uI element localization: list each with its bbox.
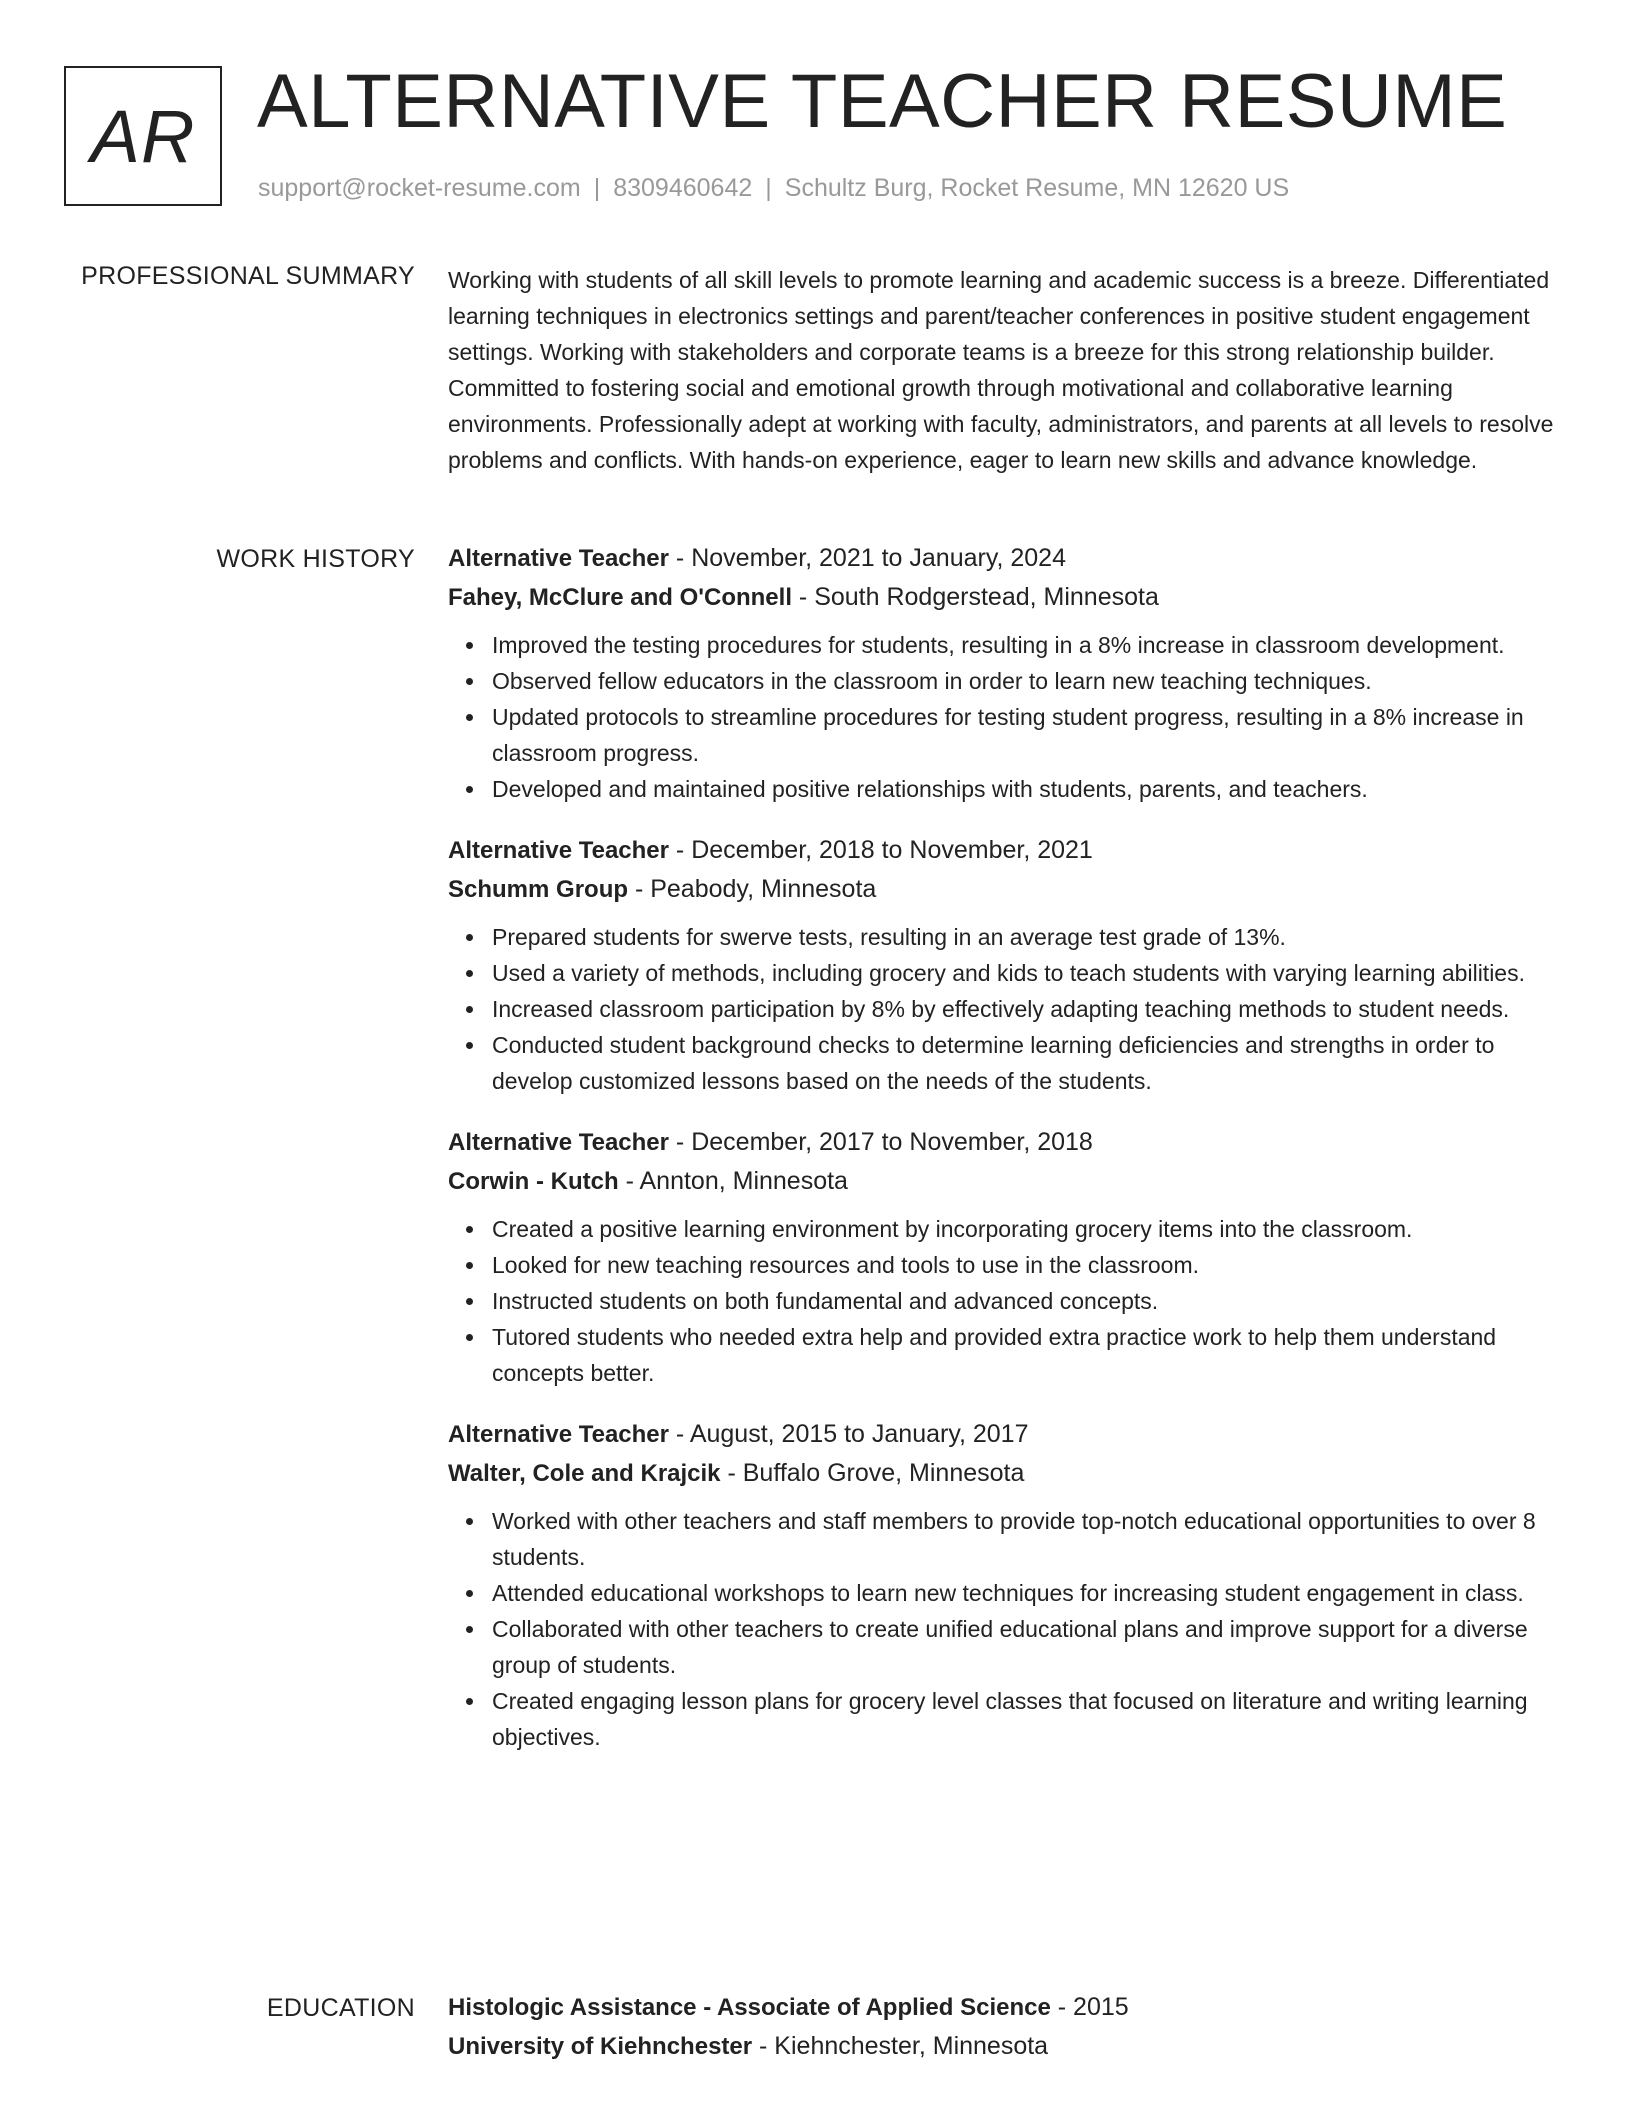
education-heading: EDUCATION — [266, 1994, 415, 2022]
bullet-item: Created engaging lesson plans for grocery level classes that focused on literature and writing learning objectives. — [492, 1683, 1563, 1755]
bullet-item: Collaborated with other teachers to create unified educational plans and improve support for a diverse group of students. — [492, 1611, 1563, 1683]
job-bullets — [448, 1503, 1563, 1755]
job-role: Alternative Teacher — [448, 1129, 669, 1156]
job-dates: - August, 2015 to January, 2017 — [668, 1420, 1029, 1448]
job-role: Alternative Teacher — [448, 545, 669, 572]
education-school-line — [448, 2027, 1563, 2066]
summary-text: Working with students of all skill levels to promote learning and academic success is a breeze. Differentiated learning techniques in electronics settings and parent/teacher conferences in positive student engagement settings. Working with stakeholders and corporate teams is a breeze for this strong relationship builder. Committed to fostering social and emotional growth through motivational and collaborative learning environments. Professionally adept at working with faculty, administrators, and parents at all levels to resolve problems and conflicts. With hands-on experience, eager to learn new skills and advance knowledge. — [448, 267, 1554, 473]
job-company-line — [448, 1162, 1563, 1201]
bullet-item: Conducted student background checks to determine learning deficiencies and strengths in order to develop customized lessons based on the needs of the students. — [492, 1027, 1563, 1099]
bullet-item: Tutored students who needed extra help and provided extra practice work to help them understand concepts better. — [492, 1319, 1563, 1391]
bullet-item: Created a positive learning environment by incorporating grocery items into the classroom. — [492, 1211, 1563, 1247]
job-dates: - December, 2018 to November, 2021 — [668, 836, 1093, 864]
contact-address: Schultz Burg, Rocket Resume, MN 12620 US — [784, 174, 1290, 202]
education-year: - 2015 — [1050, 1993, 1129, 2021]
monogram-box — [64, 66, 222, 206]
job-role-line — [448, 1415, 1563, 1454]
job-role: Alternative Teacher — [448, 837, 669, 864]
job-location: - Buffalo Grove, Minnesota — [720, 1459, 1025, 1487]
contact-phone[interactable]: 8309460642 — [613, 174, 753, 202]
bullet-item: Instructed students on both fundamental and advanced concepts. — [492, 1283, 1563, 1319]
work-history-heading: WORK HISTORY — [216, 545, 415, 573]
job-company-line — [448, 1454, 1563, 1493]
job-bullets — [448, 1211, 1563, 1391]
bullet-item: Used a variety of methods, including grocery and kids to teach students with varying learning abilities. — [492, 955, 1563, 991]
bullet-item: Updated protocols to streamline procedures for testing student progress, resulting in a 8% increase in classroom progress. — [492, 699, 1563, 771]
job-location: - South Rodgerstead, Minnesota — [791, 583, 1159, 611]
resume-title: ALTERNATIVE TEACHER RESUME — [257, 59, 1508, 144]
bullet-item: Worked with other teachers and staff members to provide top-notch educational opportunities to over 8 students. — [492, 1503, 1563, 1575]
job-dates: - December, 2017 to November, 2018 — [668, 1128, 1093, 1156]
education-entry — [448, 1988, 1563, 2066]
education-degree: Histologic Assistance - Associate of Applied Science — [448, 1994, 1051, 2021]
job-role: Alternative Teacher — [448, 1421, 669, 1448]
bullet-item: Attended educational workshops to learn new techniques for increasing student engagement in class. — [492, 1575, 1563, 1611]
job-entry — [448, 539, 1563, 807]
job-role-line — [448, 1123, 1563, 1162]
education-school: University of Kiehnchester — [448, 2033, 753, 2060]
job-bullets — [448, 919, 1563, 1099]
job-entry — [448, 1123, 1563, 1391]
job-company: Walter, Cole and Krajcik — [448, 1460, 721, 1487]
education-location: - Kiehnchester, Minnesota — [752, 2032, 1049, 2060]
contact-separator: | — [593, 174, 601, 202]
job-role-line — [448, 539, 1563, 578]
job-company: Schumm Group — [448, 876, 629, 903]
job-bullets — [448, 627, 1563, 807]
bullet-item: Increased classroom participation by 8% by effectively adapting teaching methods to student needs. — [492, 991, 1563, 1027]
contact-line — [258, 174, 1289, 203]
job-entry — [448, 831, 1563, 1099]
job-location: - Annton, Minnesota — [618, 1167, 848, 1195]
bullet-item: Looked for new teaching resources and tools to use in the classroom. — [492, 1247, 1563, 1283]
bullet-item: Prepared students for swerve tests, resulting in an average test grade of 13%. — [492, 919, 1563, 955]
education-degree-line — [448, 1988, 1563, 2027]
contact-separator: | — [765, 174, 772, 202]
job-company-line — [448, 870, 1563, 909]
summary-heading: PROFESSIONAL SUMMARY — [81, 262, 415, 290]
bullet-item: Observed fellow educators in the classroom in order to learn new teaching techniques. — [492, 663, 1563, 699]
job-company-line — [448, 578, 1563, 617]
job-role-line — [448, 831, 1563, 870]
bullet-item: Developed and maintained positive relationships with students, parents, and teachers. — [492, 771, 1563, 807]
bullet-item: Improved the testing procedures for students, resulting in a 8% increase in classroom development. — [492, 627, 1563, 663]
job-company: Corwin - Kutch — [448, 1168, 619, 1195]
job-entry — [448, 1415, 1563, 1755]
contact-email[interactable]: support@rocket-resume.com — [258, 174, 581, 202]
job-company: Fahey, McClure and O'Connell — [448, 584, 792, 611]
monogram-initials: AR — [90, 94, 196, 178]
job-location: - Peabody, Minnesota — [628, 875, 877, 903]
job-dates: - November, 2021 to January, 2024 — [668, 544, 1066, 572]
